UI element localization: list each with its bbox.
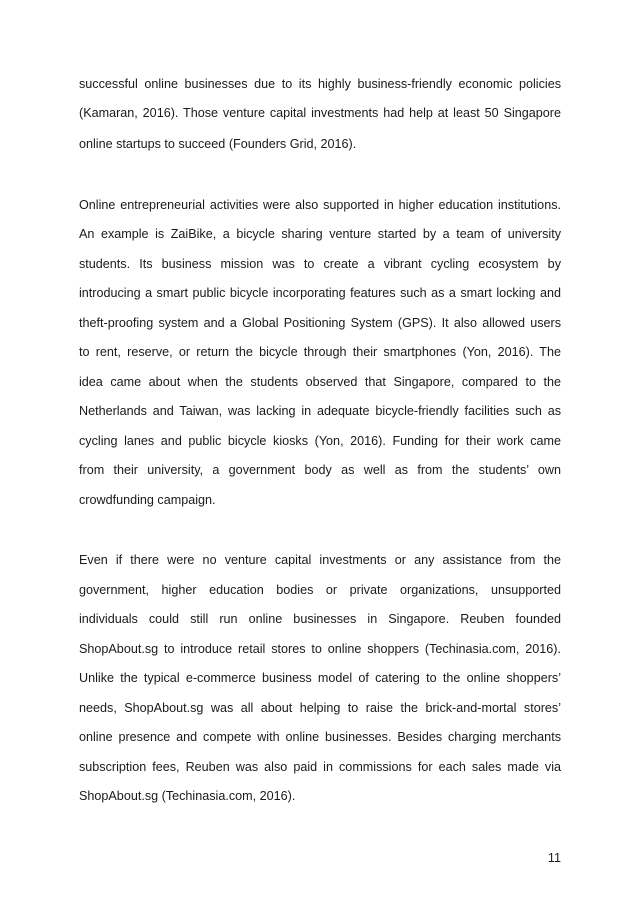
paragraph-2-line-4: introducing a smart public bicycle incorporating features such as a smart locking and [79, 286, 561, 300]
paragraph-2-line-6: to rent, reserve, or return the bicycle through their smartphones (Yon, 2016). The [79, 345, 561, 359]
paragraph-2-line-3: students. Its business mission was to create a vibrant cycling ecosystem by [79, 257, 561, 271]
paragraph-3-line-5: Unlike the typical e-commerce business model of catering to the online shoppers’ [79, 671, 561, 685]
paragraph-2-line-1: Online entrepreneurial activities were also supported in higher education institutions. [79, 198, 561, 212]
paragraph-1-line-2: (Kamaran, 2016). Those venture capital investments had help at least 50 Singapore [79, 106, 561, 120]
paragraph-2-line-11: crowdfunding campaign. [79, 493, 216, 507]
paragraph-3-line-8: subscription fees, Reuben was also paid in commissions for each sales made via [79, 760, 561, 774]
paragraph-2-line-5: theft-proofing system and a Global Positioning System (GPS). It also allowed users [79, 316, 561, 330]
paragraph-1-line-3: online startups to succeed (Founders Grid, 2016). [79, 137, 357, 151]
paragraph-1-line-1: successful online businesses due to its highly business-friendly economic policies [79, 77, 561, 91]
paragraph-2-line-7: idea came about when the students observed that Singapore, compared to the [79, 375, 561, 389]
paragraph-3-line-7: online presence and compete with online businesses. Besides charging merchants [79, 730, 561, 744]
paragraph-2-line-2: An example is ZaiBike, a bicycle sharing venture started by a team of university [79, 227, 561, 241]
paragraph-3-line-2: government, higher education bodies or private organizations, unsupported [79, 583, 561, 597]
paragraph-3-line-6: needs, ShopAbout.sg was all about helping to raise the brick-and-mortal stores’ [79, 701, 561, 715]
paragraph-3-line-1: Even if there were no venture capital investments or any assistance from the [79, 553, 561, 567]
page-number: 11 [547, 851, 561, 865]
paragraph-2-line-10: from their university, a government body as well as from the students’ own [79, 463, 561, 477]
paragraph-2-line-9: cycling lanes and public bicycle kiosks (Yon, 2016). Funding for their work came [79, 434, 561, 448]
paragraph-2-line-8: Netherlands and Taiwan, was lacking in adequate bicycle-friendly facilities such as [79, 404, 561, 418]
paragraph-3-line-3: individuals could still run online businesses in Singapore. Reuben founded [79, 612, 561, 626]
paragraph-3-line-9: ShopAbout.sg (Techinasia.com, 2016). [79, 789, 296, 803]
paragraph-3-line-4: ShopAbout.sg to introduce retail stores to online shoppers (Techinasia.com, 2016). [79, 642, 561, 656]
